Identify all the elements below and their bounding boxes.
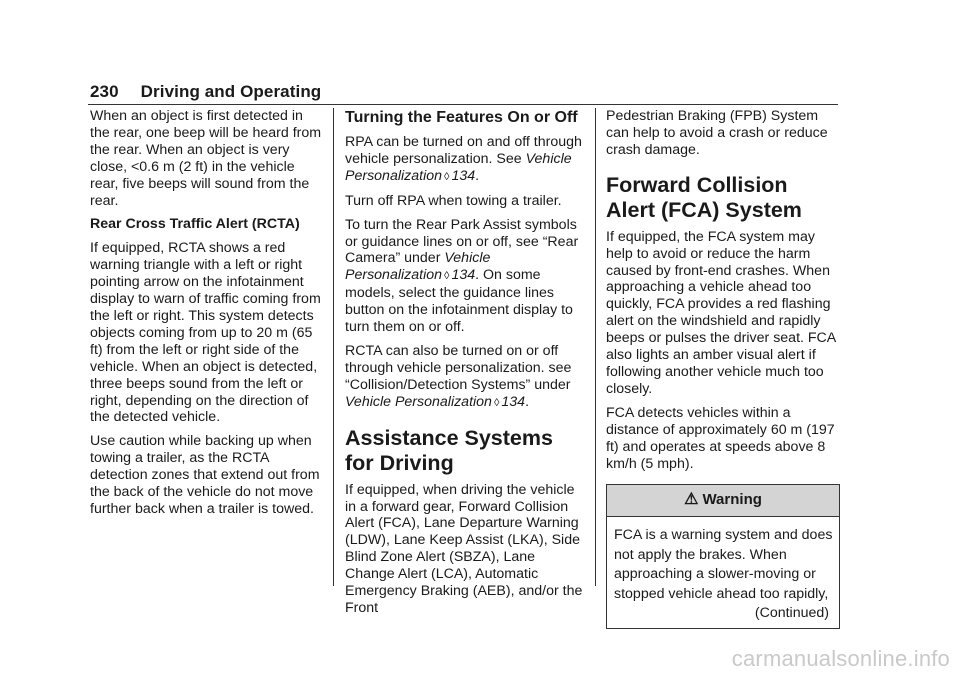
text: RPA can be turned on and off through vehicle personalization. See — [345, 134, 582, 167]
fca-heading: Forward Collision Alert (FCA) System — [606, 172, 802, 222]
page-header — [90, 82, 321, 102]
paragraph: If equipped, when driving the vehicle in a forward gear, Forward Collision Alert (FCA), Lane Departure Warning (LDW), Lane Keep Assist (LKA), Side Blind Zone Alert (SBZA), Lane Change Alert (LCA), Automatic Emergency Braking (AEB), and/or the Front — [345, 481, 583, 616]
warning-box — [606, 484, 840, 629]
column-left — [90, 108, 322, 525]
page-reference-icon: ◊ — [493, 396, 500, 409]
paragraph: Pedestrian Braking (FPB) System can help to avoid a crash or reduce crash damage. — [606, 108, 828, 158]
cross-reference-link[interactable]: Vehicle Personalization — [345, 393, 492, 410]
continued-label: (Continued) — [754, 605, 829, 622]
page-reference-number[interactable]: 134 — [451, 267, 476, 284]
paragraph: Use caution while backing up when towing a trailer, as the RCTA detection zones that extend out from the back of the vehicle do not move further back when a trailer is towed. — [90, 433, 320, 517]
warning-title: Warning — [702, 491, 762, 509]
page-reference-number[interactable]: 134 — [451, 167, 476, 184]
paragraph — [345, 217, 585, 336]
page-reference-icon: ◊ — [444, 270, 450, 283]
paragraph: RCTA can also be turned on or off through vehicle personalization. see “Collision/Detection Systems” under Vehicle Personalization ◊ 134. — [345, 342, 572, 410]
turning-features-heading: Turning the Features On or Off — [345, 109, 578, 126]
page-reference-number[interactable]: 134 — [501, 393, 526, 410]
page-number: 230 — [90, 82, 119, 101]
warning-text: FCA is a warning system and does not apply the brakes. When approaching a slower-moving or stopped vehicle ahead too rapidly, — [614, 527, 833, 602]
paragraph: When an object is first detected in the rear, one beep will be heard from the rear. When an object is very close, <0.6 m (2 ft) in the vehicle rear, five beeps will sound from the rear. — [90, 108, 322, 209]
rcta-subheading: Rear Cross Traffic Alert (RCTA) — [90, 216, 300, 233]
text: . On some models, select the guidance lines button on the infotainment display to turn them on or off. — [345, 267, 573, 336]
cross-reference-link[interactable]: Vehicle Personalization — [345, 150, 572, 184]
cross-reference-link[interactable]: Vehicle Personalization — [345, 250, 491, 284]
warning-body — [607, 517, 839, 628]
column-middle — [345, 108, 585, 624]
assistance-systems-heading: Assistance Systems for Driving — [345, 425, 553, 475]
column-right — [606, 108, 840, 629]
text: RCTA can also be turned on or off through vehicle personalization. see “Collision/Detection Systems” under — [345, 342, 572, 393]
page-reference-icon: ◊ — [444, 170, 450, 183]
text: To turn the Rear Park Assist symbols or guidance lines on or off, see “Rear Camera” under — [345, 216, 579, 267]
watermark: carmanualsonline.info — [731, 646, 950, 671]
paragraph: If equipped, the FCA system may help to avoid or reduce the harm caused by front-end crashes. When approaching a vehicle ahead too quickly, FCA provides a red flashing alert on the windshield and rapidly beeps or pulses the driver seat. FCA also lights an amber visual alert if following another vehicle much too closely. — [606, 228, 836, 397]
paragraph: RPA can be turned on and off through vehicle personalization. See Vehicle Personalization ◊ 134. — [345, 134, 582, 184]
paragraph: If equipped, RCTA shows a red warning triangle with a left or right pointing arrow on the infotainment display to warn of traffic coming from the left or right. This system detects objects coming from up to 20 m (65 ft) from the left or right side of the vehicle. When an object is detected, three beeps sound from the left or right, depending on the direction of the detected vehicle. — [90, 240, 321, 426]
header-divider — [88, 104, 838, 105]
section-title: Driving and Operating — [140, 82, 322, 101]
warning-header — [607, 485, 839, 517]
paragraph: FCA detects vehicles within a distance of approximately 60 m (197 ft) and operates at speeds above 8 km/h (5 mph). — [606, 404, 835, 472]
warning-triangle-icon: ⚠ — [684, 491, 699, 509]
column-divider-2 — [595, 108, 596, 586]
paragraph: Turn off RPA when towing a trailer. — [345, 192, 562, 209]
column-divider-1 — [333, 108, 334, 586]
